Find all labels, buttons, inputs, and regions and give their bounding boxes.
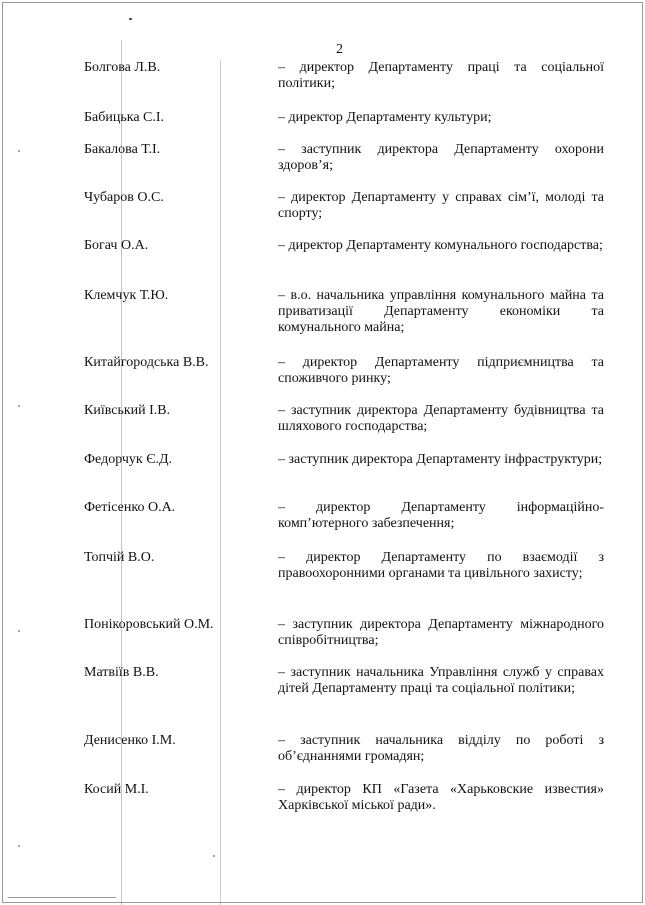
position-description: – директор Департаменту праці та соціальної політики; (278, 60, 604, 91)
person-name: Косий М.І. (84, 782, 149, 797)
position-description: – директор Департаменту культури; (278, 110, 492, 125)
binding-line-right (220, 60, 221, 905)
binding-line-left (121, 40, 122, 905)
position-description: – заступник директора Департаменту інфраструктури; (278, 452, 603, 467)
person-name: Федорчук Є.Д. (84, 452, 172, 467)
person-name: Топчій В.О. (84, 550, 155, 565)
scan-mark (18, 150, 20, 152)
position-description: – директор Департаменту по взаємодії з правоохоронними органами та цивільного захисту; (278, 550, 604, 581)
position-description: – заступник начальника відділу по роботі з об’єднаннями громадян; (278, 733, 604, 764)
person-name: Чубаров О.С. (84, 190, 164, 205)
position-description: – заступник начальника Управління служб у справах дітей Департаменту праці та соціальної політики; (278, 665, 604, 696)
scan-mark (18, 630, 20, 632)
scan-mark (129, 18, 132, 20)
position-description: – директор КП «Газета «Харьковские известия» Харківської міської ради». (278, 782, 604, 813)
person-name: Китайгородська В.В. (84, 355, 209, 370)
person-name: Бакалова Т.І. (84, 142, 161, 157)
position-description: – директор Департаменту у справах сім’ї, молоді та спорту; (278, 190, 604, 221)
scan-mark (18, 845, 20, 847)
person-name: Болгова Л.В. (84, 60, 161, 75)
bottom-rule (8, 897, 116, 898)
position-description: – заступник директора Департаменту міжнародного співробітництва; (278, 617, 604, 648)
position-description: – директор Департаменту комунального господарства; (278, 238, 603, 253)
person-name: Фетісенко О.А. (84, 500, 176, 515)
person-name: Денисенко І.М. (84, 733, 176, 748)
person-name: Понікоровський О.М. (84, 617, 214, 632)
position-description: – в.о. начальника управління комунального майна та приватизації Департаменту економіки та комунального майна; (278, 288, 604, 335)
person-name: Богач О.А. (84, 238, 149, 253)
position-description: – заступник директора Департаменту будівництва та шляхового господарства; (278, 403, 604, 434)
page-number: 2 (336, 42, 343, 57)
person-name: Київський І.В. (84, 403, 171, 418)
person-name: Клемчук Т.Ю. (84, 288, 169, 303)
person-name: Матвіїв В.В. (84, 665, 159, 680)
scan-mark (18, 405, 20, 407)
position-description: – заступник директора Департаменту охорони здоров’я; (278, 142, 604, 173)
scan-mark (213, 855, 215, 857)
position-description: – директор Департаменту підприємництва та споживчого ринку; (278, 355, 604, 386)
position-description: – директор Департаменту інформаційно-комп’ютерного забезпечення; (278, 500, 604, 531)
person-name: Бабицька С.І. (84, 110, 165, 125)
